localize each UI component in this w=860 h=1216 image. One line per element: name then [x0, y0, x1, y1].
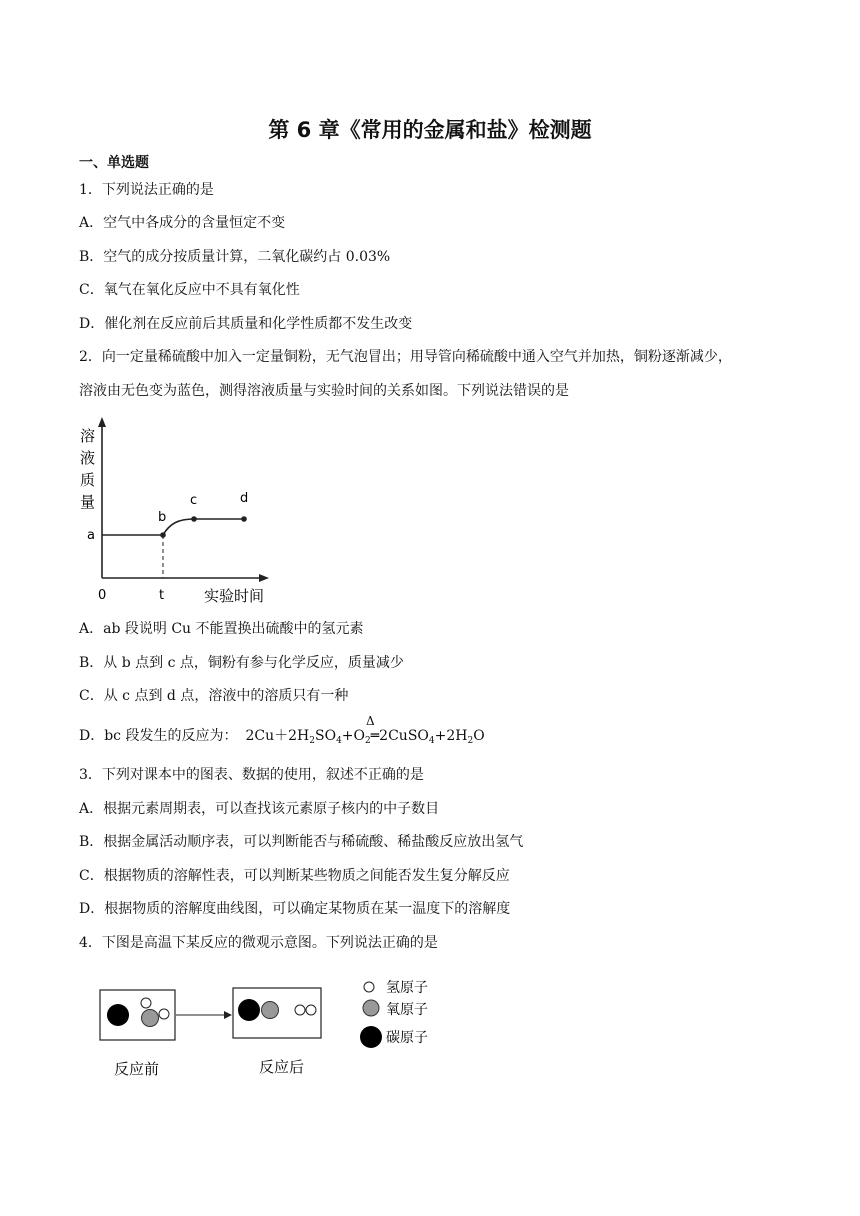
q4-stem: 4．下图是高温下某反应的微观示意图。下列说法正确的是 [79, 935, 438, 951]
q3-option-a: A．根据元素周期表，可以查找该元素原子核内的中子数目 [79, 801, 440, 817]
q2-option-a: A．ab 段说明 Cu 不能置换出硫酸中的氢元素 [79, 621, 364, 637]
legend-carbon-label: 碳原子 [386, 1030, 428, 1046]
y-axis-label-char: 液 [80, 449, 96, 467]
q3-option-b: B．根据金属活动顺序表，可以判断能否与稀硫酸、稀盐酸反应放出氢气 [79, 834, 524, 850]
q4-reaction-diagram [90, 970, 450, 1085]
y-axis-arrow [98, 417, 106, 427]
q2-mass-time-chart [76, 415, 276, 607]
origin-label: 0 [98, 588, 107, 603]
legend-oxygen-icon [363, 1000, 379, 1016]
q2-stem-line2: 溶液由无色变为蓝色，测得溶液质量与实验时间的关系如图。下列说法错误的是 [79, 383, 569, 399]
legend-hydrogen-label: 氢原子 [386, 980, 428, 996]
q1-option-a: A．空气中各成分的含量恒定不变 [79, 215, 286, 231]
after-label: 反应后 [259, 1058, 305, 1076]
before-label: 反应前 [114, 1060, 160, 1078]
x-axis-label: 实验时间 [204, 587, 265, 605]
page-title: 第 6 章《常用的金属和盐》检测题 [268, 118, 592, 142]
q2-option-d [79, 727, 485, 750]
point-d-label: d [240, 491, 249, 506]
x-axis-arrow [259, 574, 269, 582]
point-d [241, 516, 247, 522]
legend-carbon-icon [360, 1026, 382, 1048]
carbon-atom [107, 1004, 129, 1026]
q3-option-d: D．根据物质的溶解度曲线图，可以确定某物质在某一温度下的溶解度 [79, 901, 511, 917]
q2-option-c: C．从 c 点到 d 点，溶液中的溶质只有一种 [79, 688, 349, 704]
q3-stem: 3．下列对课本中的图表、数据的使用，叙述不正确的是 [79, 767, 424, 783]
point-c-label: c [190, 493, 198, 508]
hydrogen-atom [159, 1009, 169, 1019]
q1-stem: 1．下列说法正确的是 [79, 182, 214, 198]
reaction-arrowhead [224, 1011, 232, 1019]
q2-stem-line1: 2．向一定量稀硫酸中加入一定量铜粉，无气泡冒出；用导管向稀硫酸中通入空气并加热，铜粉逐渐减少， [79, 349, 732, 365]
oxygen-atom [142, 1010, 159, 1027]
legend-hydrogen-icon [364, 982, 374, 992]
q3-option-c: C．根据物质的溶解性表，可以判断某些物质之间能否发生复分解反应 [79, 868, 510, 884]
y-axis-label-char: 溶 [80, 427, 96, 445]
point-c [191, 516, 197, 522]
y-axis-label-char: 质 [80, 471, 96, 489]
hydrogen-atom [141, 998, 151, 1008]
legend-oxygen-label: 氧原子 [386, 1002, 428, 1018]
q2-option-b: B．从 b 点到 c 点，铜粉有参与化学反应，质量减少 [79, 655, 404, 671]
section-heading: 一、单选题 [79, 155, 149, 171]
y-axis-label-char: 量 [80, 493, 96, 511]
reaction-equation: $2Cu+2H_2SO_4+O_2═2CuSO_4+2H_2O$ [245, 728, 485, 746]
t-label: t [159, 588, 165, 603]
heat-condition-symbol: Δ [366, 714, 375, 728]
q1-option-d: D．催化剂在反应前后其质量和化学性质都不发生改变 [79, 316, 413, 332]
segment-bc [163, 519, 194, 535]
point-b-label: b [158, 510, 167, 525]
q1-option-b: B．空气的成分按质量计算，二氧化碳约占 0.03% [79, 249, 391, 265]
carbon-atom [238, 999, 260, 1021]
oxygen-atom [262, 1002, 279, 1019]
q1-option-c: C．氧气在氧化反应中不具有氧化性 [79, 282, 300, 298]
q2-option-d-prefix: D．bc 段发生的反应为： [79, 728, 238, 744]
hydrogen-atom [306, 1005, 316, 1015]
point-b [160, 532, 166, 538]
hydrogen-atom [295, 1005, 305, 1015]
point-a-label: a [87, 528, 95, 543]
